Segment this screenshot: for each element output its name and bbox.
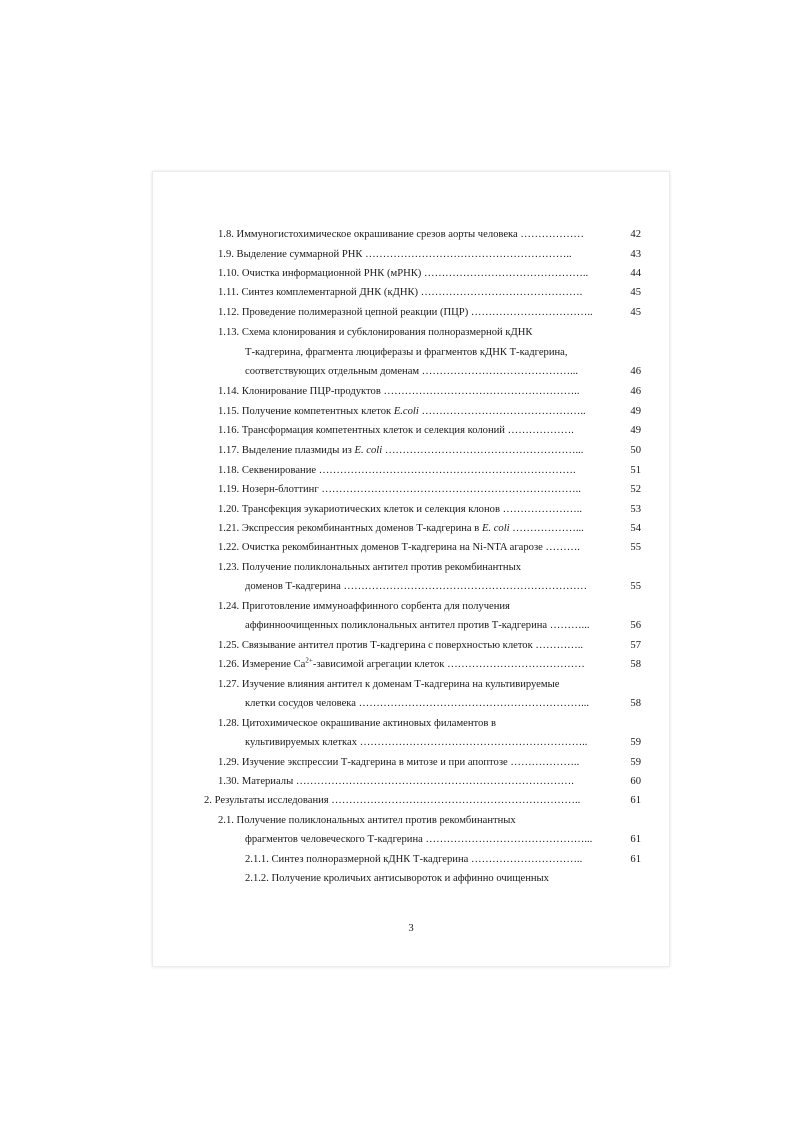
toc-entry-continuation: Т-кадгерина, фрагмента люциферазы и фрагментов кДНК Т-кадгерина, (245, 347, 568, 358)
toc-entry: 1.25. Связывание антител против Т-кадгерина с поверхностью клеток ………….. (218, 640, 584, 651)
toc-page-number: 49 (630, 425, 641, 436)
toc-page-number: 45 (630, 307, 641, 318)
toc-entry: 1.17. Выделение плазмиды из E. coli ………………………………………………... (218, 445, 584, 456)
toc-entry: 1.12. Проведение полимеразной цепной реакции (ПЦР) …………………………….. (218, 307, 593, 318)
toc-page-number: 55 (630, 542, 641, 553)
toc-page-number: 61 (630, 834, 641, 845)
toc-page-number: 45 (630, 287, 641, 298)
toc-page-number: 56 (630, 620, 641, 631)
toc-page-number: 42 (630, 229, 641, 240)
toc-page-number: 54 (630, 523, 641, 534)
table-of-contents (153, 172, 669, 966)
toc-page-number: 60 (630, 776, 641, 787)
toc-page-number: 51 (630, 465, 641, 476)
toc-entry: 1.28. Цитохимическое окрашивание актиновых филаментов в (218, 718, 496, 729)
toc-entry: 1.15. Получение компетентных клеток E.coli ……………………………………….. (218, 406, 586, 417)
toc-page-number: 61 (630, 795, 641, 806)
toc-page-number: 58 (630, 659, 641, 670)
toc-entry: 1.22. Очистка рекомбинантных доменов Т-кадгерина на Ni-NTA агарозе ………. (218, 542, 580, 553)
toc-page-number: 57 (630, 640, 641, 651)
toc-entry-continuation: культивируемых клетках ……………………………………………………….. (245, 737, 588, 748)
toc-entry: 1.24. Приготовление иммуноаффинного сорбента для получения (218, 601, 510, 612)
toc-entry: 1.11. Синтез комплементарной ДНК (кДНК) ………………………………………. (218, 287, 583, 298)
toc-page-number: 50 (630, 445, 641, 456)
toc-entry: 1.10. Очистка информационной РНК (мРНК) ……………………………………….. (218, 268, 589, 279)
toc-page-number: 44 (630, 268, 641, 279)
toc-entry: 1.27. Изучение влияния антител к доменам Т-кадгерина на культивируемые (218, 679, 560, 690)
toc-page-number: 59 (630, 757, 641, 768)
toc-page-number: 61 (630, 854, 641, 865)
toc-page-number: 58 (630, 698, 641, 709)
toc-entry: 1.13. Схема клонирования и субклонирования полноразмерной кДНК (218, 327, 533, 338)
toc-entry: 1.30. Материалы ……………………………………………………………………. (218, 776, 574, 787)
toc-page-number: 53 (630, 504, 641, 515)
toc-entry: 1.20. Трансфекция эукариотических клеток и селекция клонов ………………….. (218, 504, 583, 515)
toc-entry: 2.1. Получение поликлональных антител против рекомбинантных (218, 815, 516, 826)
toc-section-entry: 2. Результаты исследования …………………………………………………………….. (204, 795, 581, 806)
toc-page-number: 52 (630, 484, 641, 495)
toc-subentry: 2.1.1. Синтез полноразмерной кДНК Т-кадгерина ………………………….. (245, 854, 583, 865)
toc-entry: 1.21. Экспрессия рекомбинантных доменов Т-кадгерина в E. coli ………………... (218, 523, 584, 534)
toc-entry-continuation: соответствующих отдельным доменам ……………………………………... (245, 366, 579, 377)
toc-subentry: 2.1.2. Получение кроличьих антисывороток и аффинно очищенных (245, 873, 549, 884)
toc-entry: 1.23. Получение поликлональных антител против рекомбинантных (218, 562, 522, 573)
toc-entry: 1.8. Иммуногистохимическое окрашивание срезов аорты человека ……………… (218, 229, 584, 240)
document-page (153, 172, 669, 966)
toc-page-number: 43 (630, 249, 641, 260)
toc-page-number: 55 (630, 581, 641, 592)
toc-entry-continuation: доменов Т-кадгерина …………………………………………………………… (245, 581, 588, 592)
toc-entry: 1.19. Нозерн-блоттинг ……………………………………………………………….. (218, 484, 581, 495)
toc-page-number: 46 (630, 366, 641, 377)
toc-entry: 1.14. Клонирование ПЦР-продуктов ……………………………………………….. (218, 386, 580, 397)
toc-entry-continuation: аффинноочищенных поликлональных антител против Т-кадгерина ………... (245, 620, 590, 631)
toc-entry: 1.26. Измерение $Ca^{2+}$-зависимой агрегации клеток ………………………………… (218, 656, 585, 670)
toc-entry-continuation: клетки сосудов человека ………………………………………………………... (245, 698, 590, 709)
toc-entry: 1.29. Изучение экспрессии Т-кадгерина в митозе и при апоптозе ……………….. (218, 757, 580, 768)
toc-entry-continuation: фрагментов человеческого Т-кадгерина ………………………………………... (245, 834, 593, 845)
toc-page-number: 46 (630, 386, 641, 397)
toc-entry: 1.9. Выделение суммарной РНК ………………………………………………….. (218, 249, 572, 260)
toc-entry: 1.18. Секвенирование ………………………………………………………………. (218, 465, 576, 476)
toc-page-number: 59 (630, 737, 641, 748)
toc-page-number: 49 (630, 406, 641, 417)
toc-entry: 1.16. Трансформация компетентных клеток и селекция колоний ………………. (218, 425, 574, 436)
page-number: 3 (408, 923, 414, 934)
